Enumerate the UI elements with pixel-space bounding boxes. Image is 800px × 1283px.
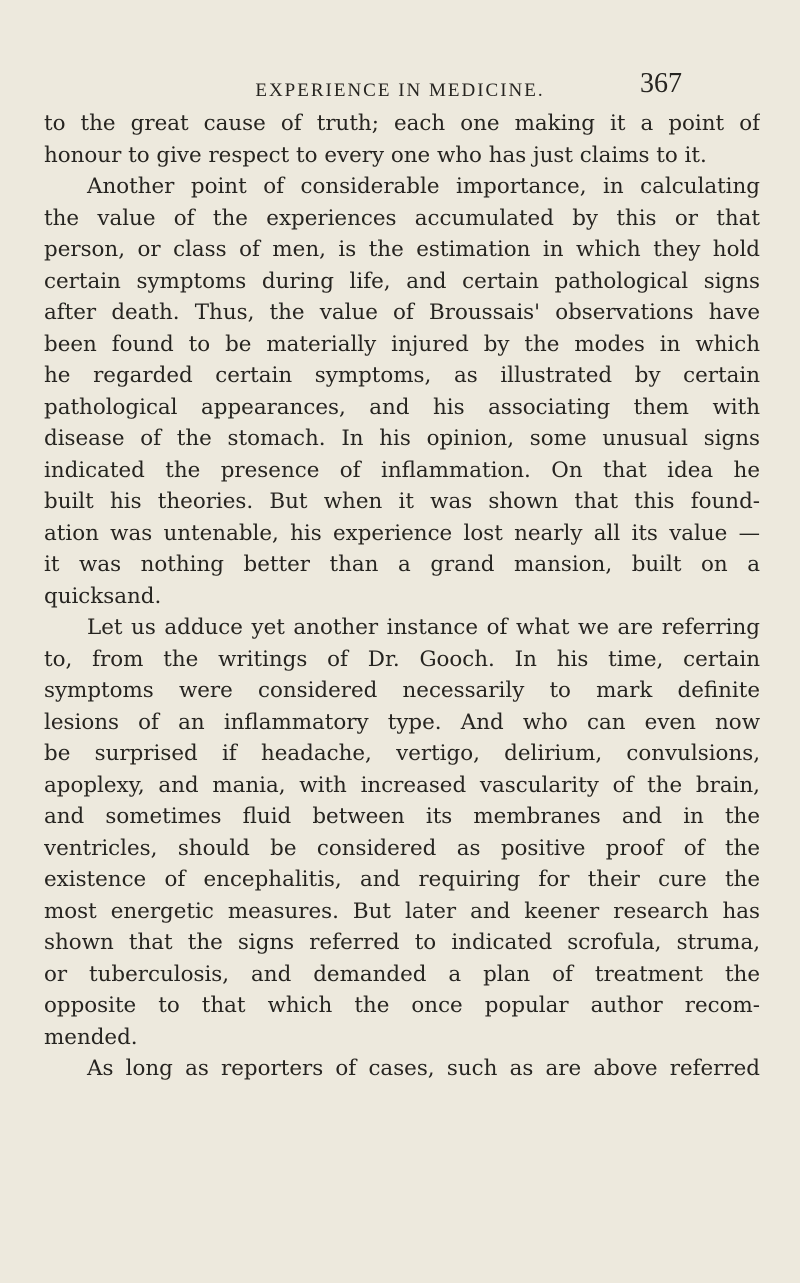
text-line: be surprised if headache, vertigo, delirium, convulsions, bbox=[44, 741, 760, 766]
text-line: apoplexy, and mania, with increased vascularity of the brain, bbox=[44, 772, 760, 798]
text-line: person, or class of men, is the estimation in which they hold bbox=[44, 237, 760, 262]
paragraph bbox=[44, 612, 760, 1053]
text-line: As long as reporters of cases, such as are above referred bbox=[87, 1056, 760, 1081]
text-line: he regarded certain symptoms, as illustrated by certain bbox=[44, 363, 760, 388]
text-line: pathological appearances, and his associating them with bbox=[44, 394, 760, 420]
text-line: mended. bbox=[44, 1024, 138, 1050]
text-line: shown that the signs referred to indicated scrofula, struma, bbox=[44, 930, 760, 955]
text-line: to, from the writings of Dr. Gooch. In his time, certain bbox=[44, 646, 760, 672]
text-line: or tuberculosis, and demanded a plan of treatment the bbox=[44, 961, 760, 987]
text-line: after death. Thus, the value of Broussais' observations have bbox=[44, 300, 760, 325]
text-line: built his theories. But when it was shown that this found- bbox=[44, 489, 760, 514]
text-line: it was nothing better than a grand mansion, built on a bbox=[44, 552, 760, 577]
text-line: opposite to that which the once popular author recom- bbox=[44, 993, 760, 1018]
text-line: Another point of considerable importance, in calculating bbox=[87, 174, 760, 199]
text-line: symptoms were considered necessarily to mark definite bbox=[44, 678, 760, 703]
text-line: ventricles, should be considered as positive proof of the bbox=[44, 835, 760, 861]
page-number: 367 bbox=[640, 68, 682, 99]
text-line: certain symptoms during life, and certain pathological signs bbox=[44, 268, 760, 294]
body-text bbox=[44, 108, 760, 1085]
text-line: existence of encephalitis, and requiring for their cure the bbox=[44, 867, 760, 892]
paragraph bbox=[44, 108, 760, 171]
paragraph bbox=[44, 171, 760, 612]
text-line: honour to give respect to every one who has just claims to it. bbox=[44, 142, 707, 168]
text-line: been found to be materially injured by the modes in which bbox=[44, 331, 760, 357]
text-line: lesions of an inflammatory type. And who can even now bbox=[44, 709, 760, 735]
text-line: the value of the experiences accumulated by this or that bbox=[44, 205, 760, 231]
text-line: ation was untenable, his experience lost nearly all its value — bbox=[44, 520, 760, 546]
text-line: indicated the presence of inflammation. On that idea he bbox=[44, 457, 760, 483]
text-line: most energetic measures. But later and keener research has bbox=[44, 898, 760, 924]
text-line: Let us adduce yet another instance of what we are referring bbox=[87, 615, 760, 640]
text-line: and sometimes fluid between its membranes and in the bbox=[44, 804, 760, 829]
text-line: to the great cause of truth; each one making it a point of bbox=[44, 111, 760, 136]
text-line: quicksand. bbox=[44, 583, 162, 609]
paragraph bbox=[44, 1053, 760, 1085]
running-head: EXPERIENCE IN MEDICINE. bbox=[255, 80, 545, 101]
text-line: disease of the stomach. In his opinion, some unusual signs bbox=[44, 426, 760, 451]
